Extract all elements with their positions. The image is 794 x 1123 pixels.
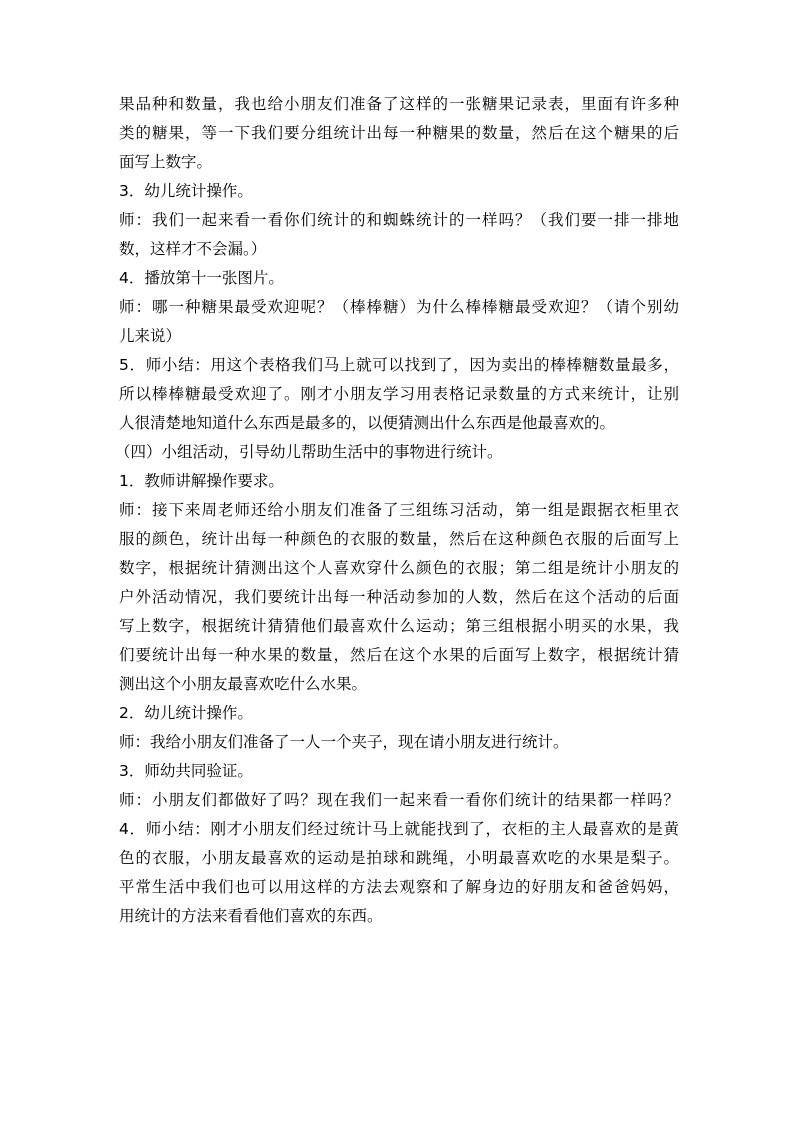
paragraph-line: 服的颜色，统计出每一种颜色的衣服的数量，然后在这种颜色衣服的后面写上 xyxy=(119,530,679,548)
step-heading: 4．播放第十一张图片。 xyxy=(119,269,284,287)
paragraph-line: 们要统计出每一种水果的数量，然后在这个水果的后面写上数字，根据统计猜 xyxy=(119,646,679,664)
paragraph-line: 所以棒棒糖最受欢迎了。刚才小朋友学习用表格记录数量的方式来统计，让别 xyxy=(119,385,679,403)
paragraph-line: 人很清楚地知道什么东西是最多的，以便猜测出什么东西是他最喜欢的。 xyxy=(119,414,616,432)
paragraph-line: 儿来说） xyxy=(119,327,182,345)
paragraph-line: 数字，根据统计猜测出这个人喜欢穿什么颜色的衣服；第二组是统计小朋友的 xyxy=(119,559,679,577)
paragraph-line: 面写上数字。 xyxy=(119,153,213,171)
paragraph-line: 师：小朋友们都做好了吗？现在我们一起来看一看你们统计的结果都一样吗？ xyxy=(119,791,679,809)
paragraph-line: 师：接下来周老师还给小朋友们准备了三组练习活动，第一组是跟据衣柜里衣 xyxy=(119,501,679,519)
paragraph-line: 师：我们一起来看一看你们统计的和蜘蛛统计的一样吗？（我们要一排一排地 xyxy=(119,211,679,229)
paragraph-line: 类的糖果，等一下我们要分组统计出每一种糖果的数量，然后在这个糖果的后 xyxy=(119,124,679,142)
paragraph-line: 数，这样才不会漏。） xyxy=(119,240,267,258)
section-heading: （四）小组活动，引导幼儿帮助生活中的事物进行统计。 xyxy=(115,443,503,461)
step-heading: 2．幼儿统计操作。 xyxy=(119,704,253,722)
paragraph-line: 色的衣服，小朋友最喜欢的运动是拍球和跳绳，小明最喜欢吃的水果是梨子。 xyxy=(119,849,679,867)
paragraph-line: 用统计的方法来看看他们喜欢的东西。 xyxy=(119,907,383,925)
paragraph-line: 果品种和数量，我也给小朋友们准备了这样的一张糖果记录表，里面有许多种 xyxy=(119,95,679,113)
step-heading: 5．师小结：用这个表格我们马上就可以找到了，因为卖出的棒棒糖数量最多， xyxy=(119,356,679,374)
step-heading: 1．教师讲解操作要求。 xyxy=(119,472,284,490)
paragraph-line: 平常生活中我们也可以用这样的方法去观察和了解身边的好朋友和爸爸妈妈， xyxy=(119,878,679,896)
paragraph-line: 师：我给小朋友们准备了一人一个夹子，现在请小朋友进行统计。 xyxy=(119,733,569,751)
step-heading: 3．幼儿统计操作。 xyxy=(119,182,253,200)
step-heading: 4．师小结：刚才小朋友们经过统计马上就能找到了，衣柜的主人最喜欢的是黄 xyxy=(119,820,679,838)
document-body xyxy=(115,90,679,931)
paragraph-line: 户外活动情况，我们要统计出每一种活动参加的人数，然后在这个活动的后面 xyxy=(119,588,679,606)
step-heading: 3．师幼共同验证。 xyxy=(119,762,253,780)
paragraph-line: 写上数字，根据统计猜猜他们最喜欢什么运动；第三组根据小明买的水果，我 xyxy=(119,617,679,635)
paragraph-line: 师：哪一种糖果最受欢迎呢？（棒棒糖）为什么棒棒糖最受欢迎？（请个别幼 xyxy=(119,298,679,316)
paragraph-line: 测出这个小朋友最喜欢吃什么水果。 xyxy=(119,675,368,693)
